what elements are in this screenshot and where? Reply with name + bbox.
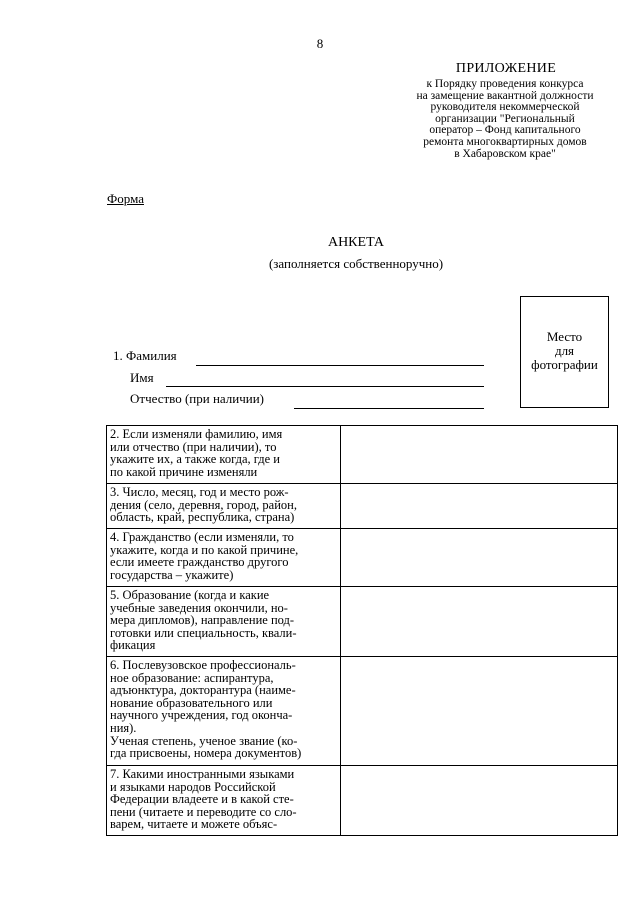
first-name-label: Имя (130, 370, 154, 385)
appendix-line: в Хабаровском крае" (454, 147, 556, 160)
photo-label-line: для (554, 343, 575, 358)
question-line: если имеете гражданство другого (110, 555, 289, 570)
question-line: варем, читаете и можете объяс- (110, 817, 278, 832)
question-line: 5. Образование (когда и какие (110, 588, 270, 602)
question-line: ное образование: аспирантура, (110, 670, 274, 685)
form-label: Форма (107, 191, 144, 206)
table-row (107, 426, 618, 484)
question-line: 7. Какими иностранными языками (110, 768, 295, 781)
appendix-title: ПРИЛОЖЕНИЕ (455, 61, 557, 76)
question-line: укажите их, а также когда, где и (110, 452, 280, 467)
question-line: 6. Послевузовское профессиональ- (110, 658, 296, 672)
answer-cell[interactable] (341, 426, 618, 484)
question-cell (107, 484, 341, 529)
first-name-field[interactable] (166, 372, 484, 387)
answer-cell[interactable] (341, 657, 618, 766)
question-line: учебные заведения окончили, но- (110, 600, 288, 615)
appendix-subtitle (395, 79, 615, 160)
appendix-line: ремонта многоквартирных домов (423, 135, 587, 148)
table-row (107, 766, 618, 836)
answer-cell[interactable] (341, 766, 618, 836)
photo-label-line: фотографии (531, 357, 598, 372)
question-line: пени (читаете и переводите со сло- (110, 804, 297, 819)
question-line: дения (село, деревня, город, район, (110, 497, 297, 512)
table-row (107, 587, 618, 657)
question-line: Ученая степень, ученое звание (ко- (110, 733, 298, 748)
question-line: научного учреждения, год оконча- (110, 708, 293, 723)
patronymic-label: Отчество (при наличии) (130, 391, 265, 406)
table-row (107, 657, 618, 766)
question-line: Федерации владеете и в какой сте- (110, 792, 294, 807)
question-line: нование образовательного или (110, 695, 273, 710)
question-cell (107, 529, 341, 587)
question-line: гда присвоены, номера документов) (110, 746, 302, 761)
question-line: или отчество (при наличии), то (110, 439, 277, 454)
question-line: адъюнктура, докторантура (наиме- (110, 683, 296, 698)
question-line: 3. Число, месяц, год и место рож- (110, 485, 289, 499)
question-cell (107, 766, 341, 836)
question-line: область, край, республика, страна) (110, 510, 295, 525)
page-number: 8 (316, 36, 324, 51)
question-cell (107, 657, 341, 766)
question-cell (107, 587, 341, 657)
appendix-line: организации "Региональный (435, 112, 575, 125)
question-cell (107, 426, 341, 484)
surname-label: 1. Фамилия (113, 348, 177, 363)
document-subtitle: (заполняется собственноручно) (268, 256, 444, 271)
photo-placeholder[interactable] (520, 296, 609, 408)
appendix-line: к Порядку проведения конкурса (426, 78, 584, 90)
answer-cell[interactable] (341, 484, 618, 529)
answer-cell[interactable] (341, 529, 618, 587)
question-line: мера дипломов), направление под- (110, 613, 295, 628)
question-line: укажите, когда и по какой причине, (110, 542, 299, 557)
question-line: готовки или специальность, квали- (110, 625, 297, 640)
appendix-line: на замещение вакантной должности (416, 89, 594, 102)
questionnaire-table (106, 425, 618, 836)
question-line: фикация (110, 638, 156, 653)
question-line: 4. Гражданство (если изменяли, то (110, 530, 294, 544)
question-line: государства – укажите) (110, 567, 234, 582)
surname-field[interactable] (196, 351, 484, 366)
photo-label-line: Место (546, 329, 583, 344)
appendix-line: оператор – Фонд капитального (429, 124, 581, 137)
patronymic-field[interactable] (294, 394, 484, 409)
document-title: АНКЕТА (327, 235, 385, 250)
table-row (107, 484, 618, 529)
question-line: и языками народов Российской (110, 779, 276, 794)
table-row (107, 529, 618, 587)
question-line: ния). (110, 720, 137, 735)
question-line: по какой причине изменяли (110, 464, 258, 479)
answer-cell[interactable] (341, 587, 618, 657)
appendix-line: руководителя некоммерческой (430, 101, 580, 114)
question-line: 2. Если изменяли фамилию, имя (110, 427, 283, 441)
